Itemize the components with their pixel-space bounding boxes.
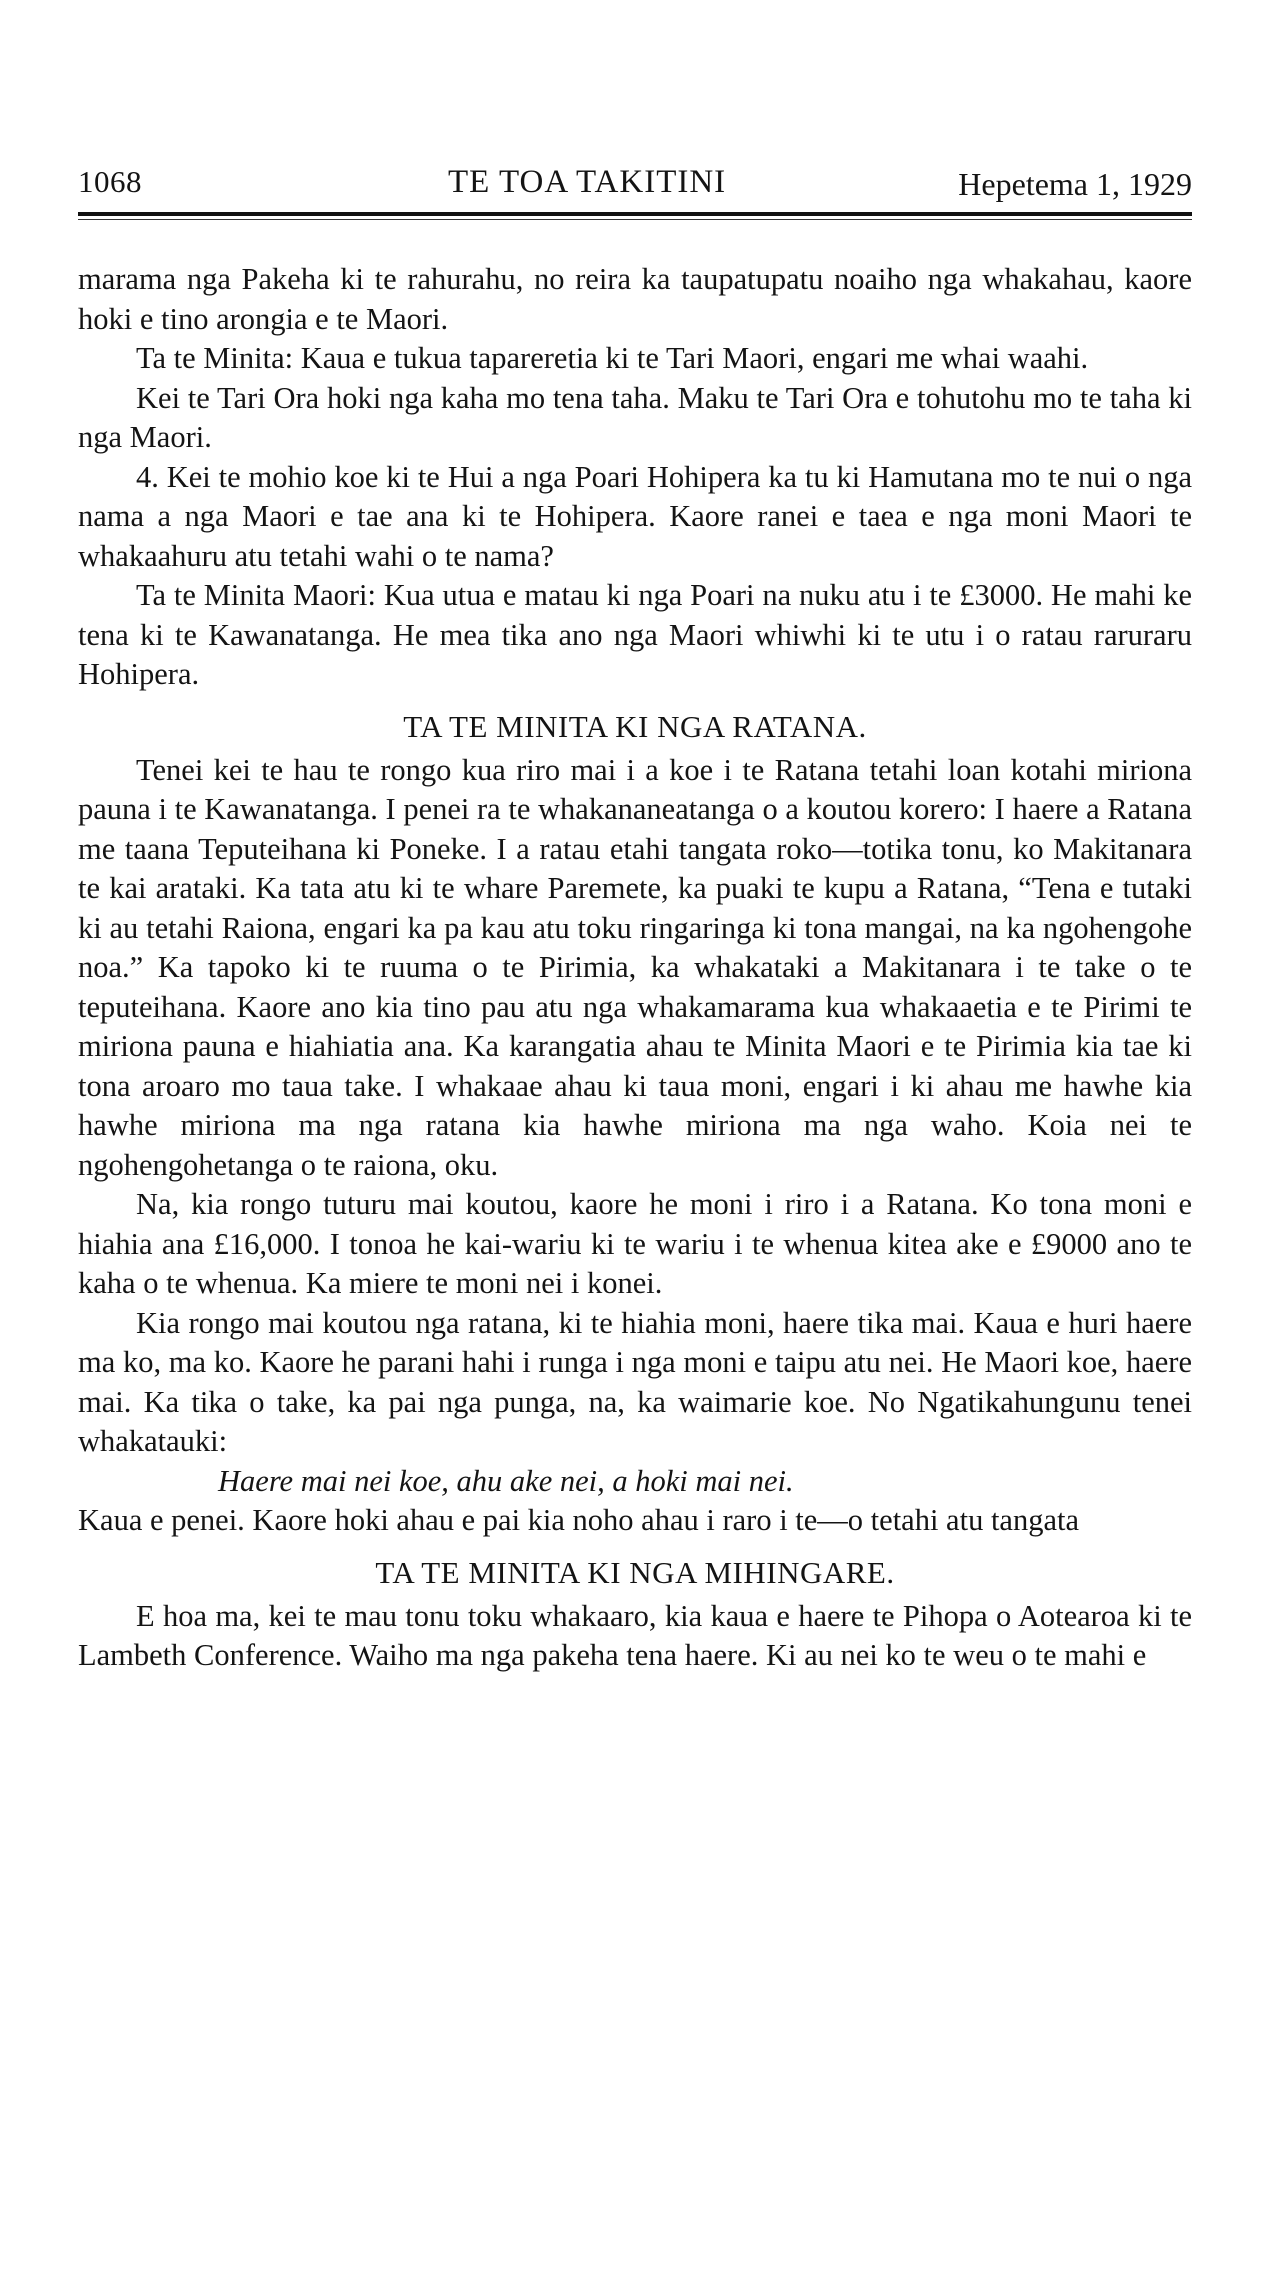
running-header — [78, 160, 1192, 212]
section-heading: TA TE MINITA KI NGA MIHINGARE. — [375, 1554, 895, 1590]
publication-title: TE TOA TAKITINI — [448, 164, 727, 200]
paragraph: Kia rongo mai koutou nga ratana, ki te hiahia moni, haere tika mai. Kaua e huri haere ma ko, ma ko. Kaore he parani hahi i runga i nga moni e taipu atu nei. He Maori koe, haere mai. Ka tika o take, ka pai nga punga, na, ka waimarie koe. No Ngatikahungunu tenei whakatauki: — [78, 1305, 1192, 1458]
paragraph: 4. Kei te mohio koe ki te Hui a nga Poari Hohipera ka tu ki Hamutana mo te nui o nga nama a nga Maori e tae ana ki te Hohipera. Kaore ranei e taea e nga moni Maori te whakaahuru atu tetahi wahi o te nama? — [78, 459, 1192, 573]
paragraph: Ta te Minita Maori: Kua utua e matau ki nga Poari na nuku atu i te £3000. He mahi ke tena ki te Kawanatanga. He mea tika ano nga Maori whiwhi ki te utu i o ratau raruraru Hohipera. — [78, 578, 1192, 691]
paragraph: Ta te Minita: Kaua e tukua tapareretia ki te Tari Maori, engari me whai waahi. — [136, 341, 1089, 375]
section-heading: TA TE MINITA KI NGA RATANA. — [403, 708, 867, 744]
proverb-quote: Haere mai nei koe, ahu ake nei, a hoki mai nei. — [218, 1463, 794, 1498]
issue-date: Hepetema 1, 1929 — [958, 166, 1192, 202]
article-body — [78, 260, 1192, 1676]
document-page — [78, 160, 1192, 1676]
paragraph: marama nga Pakeha ki te rahurahu, no reira ka taupatupatu noaiho nga whakahau, kaore hoki e tino arongia e te Maori. — [78, 262, 1192, 336]
page-number: 1068 — [78, 164, 142, 199]
paragraph: E hoa ma, kei te mau tonu toku whakaaro, kia kaua e haere te Pihopa o Aotearoa ki te Lambeth Conference. Waiho ma nga pakeha tena haere. Ki au nei ko te weu o te mahi e — [78, 1598, 1192, 1672]
paragraph: Na, kia rongo tuturu mai koutou, kaore he moni i riro i a Ratana. Ko tona moni e hiahia ana £16,000. I tonoa he kai-wariu ki te wariu i te whenua kitea ake e £9000 ano te kaha o te whenua. Ka miere te moni nei i konei. — [78, 1187, 1192, 1300]
paragraph: Kaua e penei. Kaore hoki ahau e pai kia noho ahau i raro i te—o tetahi atu tangata — [78, 1503, 1080, 1537]
paragraph: Tenei kei te hau te rongo kua riro mai i a koe i te Ratana tetahi loan kotahi miriona pauna i te Kawanatanga. I penei ra te whakananeatanga o a koutou korero: I haere a Ratana me taana Teputeihana ki Poneke. I a ratau etahi tangata roko—totika tonu, ko Makitanara te kai arataki. Ka tata atu ki te whare Paremete, ka puaki te kupu a Ratana, “Tena e tutaki ki au tetahi Raiona, engari ka pa kau atu toku ringaringa ki tona mangai, na ka ngohengohe noa.” Ka tapoko ki te ruuma o te Pirimia, ka whakataki a Makitanara i te take o te teputeihana. Kaore ano kia tino pau atu nga whakamarama kua whakaaetia e te Pirimi te miriona pauna e hiahiatia ana. Ka karangatia ahau te Minita Maori e te Pirimia kia tae ki tona aroaro mo taua take. I whakaae ahau ki taua moni, engari i ki ahau me hawhe kia hawhe miriona ma nga ratana kia hawhe miriona ma nga waho. Koia nei te ngohengohetanga o te raiona, oku. — [78, 752, 1192, 1182]
header-rule — [78, 212, 1192, 216]
header-rule-thin — [78, 219, 1192, 220]
paragraph: Kei te Tari Ora hoki nga kaha mo tena taha. Maku te Tari Ora e tohutohu mo te taha ki nga Maori. — [78, 380, 1192, 454]
